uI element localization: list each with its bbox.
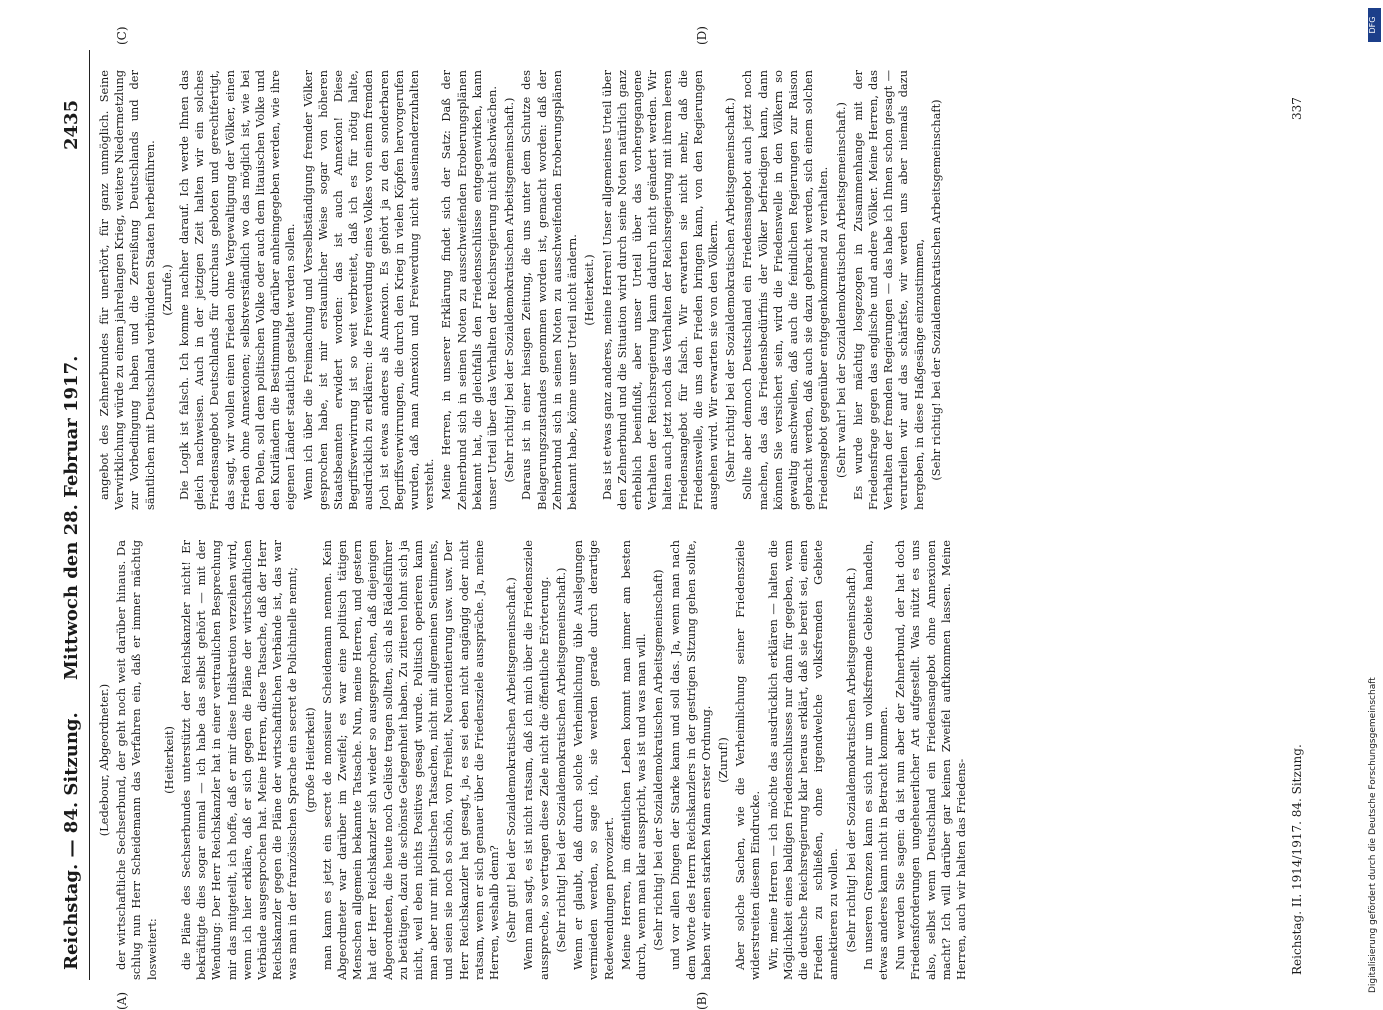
right-column-paragraph: Wenn ich über die Freimachung und Verselbständigung fremder Völker gesprochen habe, ist mir erstaunlicher Weise sogar von höheren Staatsbeamten erwidert worden: das ist auch Annexion! Diese Begriffsverwirrung ist so weit verbreitet, daß ich es für nötig halte, ausdrücklich zu erklären: die Freiwerdung eines Volkes von einem fremden Joch ist etwas anderes als Annexion. Es gehört ja zu den sonderbaren Begriffsverwirrungen, die durch den Krieg in vielen Köpfen hervorgerufen wurden, daß man Annexion und Freiwerdung nicht auseinanderzuhalten versteht. xyxy=(300,70,437,510)
rotated-page-content xyxy=(55,26,1335,1010)
right-column-paragraph: angebot des Zehnerbundes für unerhört, für ganz unmöglich. Seine Verwirklichung würde zu einem jahrelangen Krieg, weitere Niedermetzlung zur Vorbedingung haben und die Zerreißung Deutschlands und der sämtlichen mit Deutschland verbündeten Staaten herbeiführen. xyxy=(97,70,157,510)
margin-mark-a: (A) xyxy=(115,991,129,1010)
right-column-paragraph: Die Logik ist falsch. Ich komme nachher darauf. Ich werde Ihnen das gleich nachweisen. Auch in der jetzigen Zeit halten wir ein solches Friedensangebot Deutschlands für durchaus geboten und gerechtfertigt, das sagt, wir wollen einen Frieden ohne Vergewaltigung der Völker, einen Frieden ohne Annexionen; selbstverständlich wo das möglich ist, wie bei den Polen, soll dem politischen Volke oder auch dem litauischen Volke und den Kurländern die Bestimmung darüber anheimgegeben werden, wie ihre eigenen Länder staatlich gestaltet werden sollen. xyxy=(177,70,298,510)
left-column-paragraph: Nun werden Sie sagen: da ist nun aber der Zehnerbund, der hat doch Friedensforderungen ungeheuerlicher Art aufgestellt. Was nützt es uns also, selbst wenn Deutschland ein Friedensangebot ohne Annexionen macht? Ich will darüber gar keinen Zweifel auftkommen lassen. Meine Herren, auch wir halten das Friedens- xyxy=(893,540,968,980)
left-column-paragraph: (Ledebour, Abgeordneter.) xyxy=(97,683,111,837)
left-column xyxy=(97,540,1277,980)
page-header xyxy=(55,50,91,980)
dfg-logo-text: DFG xyxy=(1368,16,1377,34)
left-column-paragraph: der wirtschaftliche Sechserbund, der geht noch weit darüber hinaus. Da schlug nun Herr Scheidemann das Verfahren ein, daß er immer mächtig losweitert: xyxy=(114,540,159,980)
left-column-paragraph: Meine Herren, im öffentlichen Leben kommt man immer am besten durch, wenn man klar ausspricht, was ist und was man will. xyxy=(618,540,648,980)
margin-mark-c: (C) xyxy=(115,26,129,45)
left-column-paragraph: Wenn man sagt, es ist nicht ratsam, daß ich mich über die Friedensziele ausspreche, so vertragen diese Ziele nicht die öffentliche Erörterung. xyxy=(521,540,551,980)
dfg-logo xyxy=(1368,8,1381,42)
right-column xyxy=(97,70,1277,510)
left-column-paragraph: Aber solche Sachen, wie die Verheimlichung seiner Friedensziele widerstreiten diesem Eindrucke. xyxy=(733,540,763,980)
right-column-paragraph: Sollte aber dennoch Deutschland ein Friedensangebot auch jetzt noch machen, das das Friedensbedürfnis der Völker befriedigen kann, dann können Sie versichert sein, wird die Friedenswelle in den Völkern so gewaltig anschwellen, daß auch die feindlichen Regierungen zur Raison gebracht werden, daß auch sie dazu gebracht werden, sich einem solchen Friedensgebot gegenüber entgegenkommend zu verhalten. xyxy=(740,70,831,510)
right-column-paragraph: (Sehr richtig! bei der Sozialdemokratischen Arbeitsgemeinschaft.) xyxy=(723,97,738,483)
left-column-paragraph: (Zuruf!) xyxy=(715,737,730,783)
left-column-paragraph: und vor allen Dingen der Starke kann und soll das. Ja, wenn man nach dem Worte des Herrn Reichskanzlers in der gestrigen Sitzung gehen sollte, haben wir einen starken Mann erster Ordnung. xyxy=(668,540,713,980)
right-column-paragraph: Es wurde hier mächtig losgezogen in Zusammenhange mit der Friedensfrage gegen das englische und andere Völker. Meine Herren, das Verhalten der fremden Regierungen — das habe ich Ihnen schon gesagt — verurteilen wir auf das schärfste, wir werden uns aber niemals dazu hergeben, in diese Haßgesänge einzustimmen, xyxy=(850,70,926,510)
left-column-paragraph: Wir, meine Herren — ich möchte das ausdrücklich erklären — halten die Möglichkeit eines baldigen Friedensschlusses nur dann für gegeben, wenn die deutsche Reichsregierung klar heraus erklärt, daß sie bereit sei, einen Frieden zu schließen, ohne irgendwelche volksfremden Gebiete annektieren zu wollen. xyxy=(765,540,841,980)
right-column-paragraph: Das ist etwas ganz anderes, meine Herren! Unser allgemeines Urteil über den Zehnerbund und die Situation wird durch seine Noten natürlich ganz erheblich beeinflußt, aber unser Urteil über das vorhergegangene Verhalten der Reichsregierung kann dadurch nicht geändert werden. Wir halten auch jetzt noch das Verhalten der Reichsregierung mit ihrem leeren Friedensangebot für falsch. Wir erwarten sie nicht mehr, daß die Friedenswelle, die uns den Frieden bringen kann, von den Regierungen ausgehen wird. Wir erwarten sie von den Völkern. xyxy=(599,70,720,510)
right-column-paragraph: (Heiterkeit.) xyxy=(582,254,597,326)
header-left: Reichstag. — 84. Sitzung. xyxy=(61,712,82,970)
digitization-text: Digitalisierung gefördert durch die Deutsche Forschungsgemeinschaft xyxy=(1368,677,1378,993)
header-date: Mittwoch den 28. Februar 1917. xyxy=(61,355,82,680)
digitization-note xyxy=(1368,8,1382,993)
left-column-paragraph: (Heiterkeit) xyxy=(161,726,176,794)
footer-page-number: 337 xyxy=(1290,97,1304,120)
margin-mark-b: (B) xyxy=(695,991,709,1010)
left-column-paragraph: (Sehr richtig! bei der Sozialdemokratischen Arbeitsgemeinschaft.) xyxy=(843,567,858,953)
right-column-paragraph: (Sehr wahr! bei der Sozialdemokratischen Arbeitsgemeinschaft.) xyxy=(833,102,848,478)
right-column-paragraph: (Sehr richtig! bei der Sozialdemokratischen Arbeitsgemeinschaft.) xyxy=(502,97,517,483)
left-column-paragraph: (große Heiterkeit) xyxy=(302,707,317,813)
left-column-paragraph: (Sehr gut! bei der Sozialdemokratischen Arbeitsgemeinschaft.) xyxy=(504,577,519,943)
left-column-paragraph: die Pläne des Sechserbundes unterstützt der Reichskanzler nicht! Er bekräftigte dies sogar einmal — ich habe das selbst gehört — mit der Wendung: Der Herr Reichskanzler hat in einer vertraulichen Besprechung mir das mitgeteilt, ich hoffe, daß er mir diese Indiskretion verzeihen wird, wenn ich hier erkläre, daß er sich gegen die Pläne der wirtschaftlichen Verbände ausgesprochen hat. Meine Herren, diese Tatsache, daß der Herr Reichskanzler gegen die Pläne der wirtschaftlichen Verbände ist, das war was man in der französischen Sprache ein secret de Polichinelle nennt; xyxy=(179,540,300,980)
margin-mark-d: (D) xyxy=(695,26,709,45)
right-column-paragraph: Meine Herren, in unserer Erklärung findet sich der Satz: Daß der Zehnerbund sich in seinen Noten zu ausschweifenden Eroberungsplänen bekannt hat, die gleichfalls den Friedensschlüsse entgegenwirken, kann unser Urteil über das Verhalten der Reichsregierung nicht abschwächen. xyxy=(439,70,500,510)
left-column-paragraph: Wenn er glaubt, daß durch solche Verheimlichung üble Auslegungen vermieden werden, so sage ich, sie werden gerade durch derartige Redewendungen provoziert. xyxy=(571,540,616,980)
left-column-paragraph: In unseren Grenzen kann es sich nur um volksfremde Gebiete handeln, etwas anderes kann nicht in Betracht kommen. xyxy=(860,540,890,980)
right-column-paragraph: (Sehr richtig! bei der Sozialdemokratischen Arbeitsgemeinschaft) xyxy=(928,99,943,481)
right-column-paragraph: Daraus ist in einer hiesigen Zeitung, die uns unter dem Schutze des Belagerungszustandes genommen worden ist, gemacht worden: daß der Zehnerbund sich in seinen Noten zu ausschweifenden Eroberungsplänen bekannt habe, könne unser Urteil nicht ändern. xyxy=(519,70,580,510)
left-column-paragraph: (Sehr richtig! bei der Sozialdemokratischen Arbeitsgemeinschaft.) xyxy=(553,567,568,953)
left-column-paragraph: (Sehr richtig! bei der Sozialdemokratischen Arbeitsgemeinschaft) xyxy=(651,569,666,951)
header-rule xyxy=(89,50,90,980)
footer-signature: Reichstag. II. 1914/1917. 84. Sitzung. xyxy=(1290,744,1304,975)
left-column-paragraph: man kann es jetzt ein secret de monsieur Scheidemann nennen. Kein Abgeordneter war darüber im Zweifel; es war eine politisch tätigen Menschen allgemein bekannte Tatsache. Nun, meine Herren, und gestern hat der Herr Reichskanzler sich wieder so ausgesprochen, daß diejenigen Abgeordneten, die heute noch Gelüste tragen sollten, sich als Rädelsführer zu betätigen, dazu die schönste Gelegenheit haben. Zu zitieren lohnt sich ja nicht, weil eben nichts Positives gesagt wurde. Politisch operieren kann man aber nur mit politischen Tatsachen, nicht mit allgemeinen Sentiments, und seien sie noch so schön, von Freiheit, Neuorientierung usw. usw. Der Herr Reichskanzler hat gesagt, ja, es sei eben nicht angängig oder nicht ratsam, wenn er sich genauer über die Friedensziele ausspräche. Ja, meine Herren, weshalb denn? xyxy=(319,540,502,980)
right-column-paragraph: (Zurufe.) xyxy=(159,264,174,316)
page-number: 2435 xyxy=(61,99,82,150)
